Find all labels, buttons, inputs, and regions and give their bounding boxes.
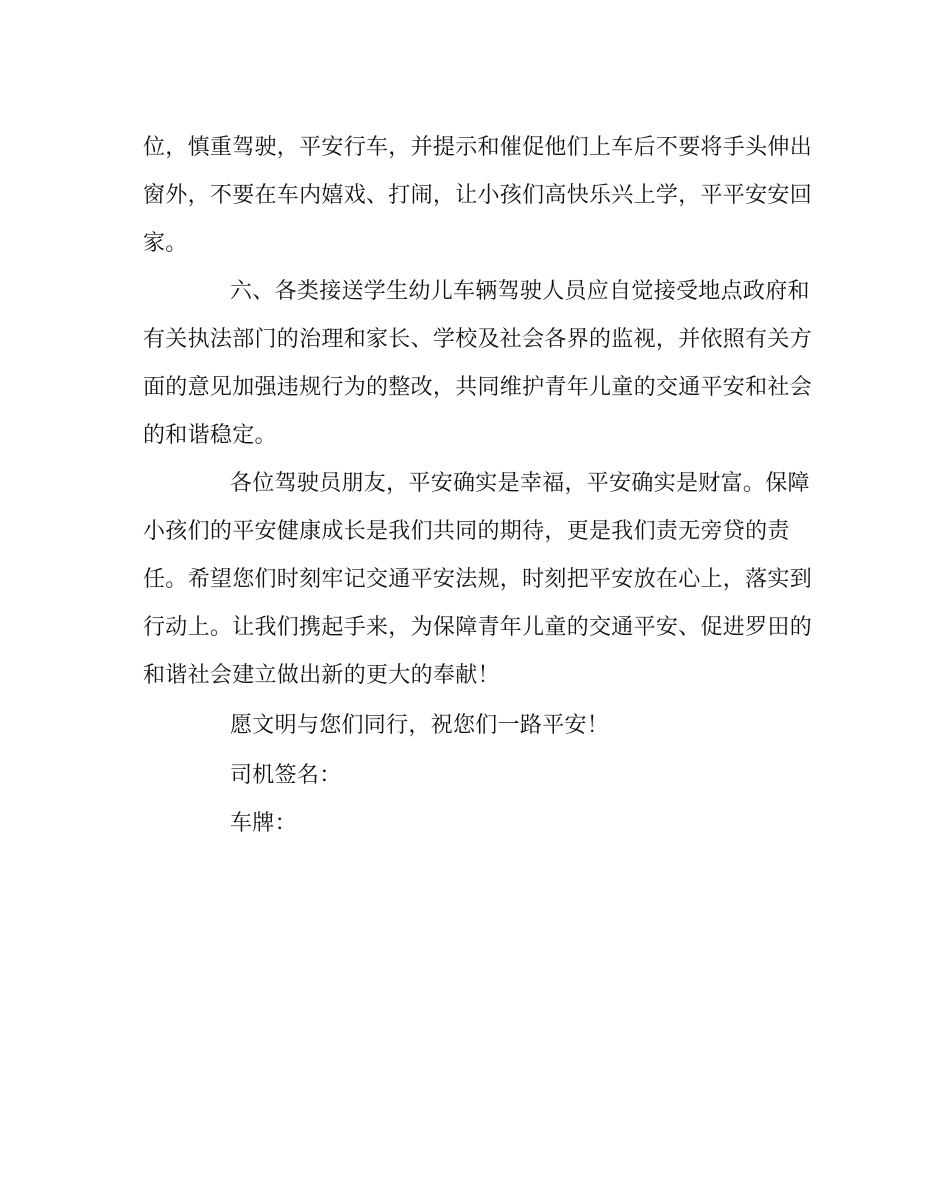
text-line: 面的意见加强违规行为的整改，共同维护青年儿童的交通平安和社会 bbox=[143, 375, 813, 400]
closing-paragraph-start: 各位驾驶员朋友，平安确实是幸福，平安确实是财富。保障 bbox=[230, 471, 810, 496]
text-line: 行动上。让我们携起手来，为保障青年儿童的交通平安、促进罗田的 bbox=[143, 615, 813, 640]
text-line: 和谐社会建立做出新的更大的奉献！ bbox=[143, 663, 500, 688]
text-line: 的和谐稳定。 bbox=[143, 423, 277, 448]
driver-signature-label: 司机签名： bbox=[230, 763, 342, 788]
text-line: 窗外，不要在车内嬉戏、打闹，让小孩们高快乐兴上学，平平安安回 bbox=[143, 183, 813, 208]
text-line: 有关执法部门的治理和家长、学校及社会各界的监视，并依照有关方 bbox=[143, 327, 813, 352]
paragraph-six-start: 六、各类接送学生幼儿车辆驾驶人员应自觉接受地点政府和 bbox=[230, 279, 810, 304]
license-plate-label: 车牌： bbox=[230, 811, 297, 836]
text-line: 家。 bbox=[143, 231, 188, 256]
text-line: 位，慎重驾驶，平安行车，并提示和催促他们上车后不要将手头伸出 bbox=[143, 135, 813, 160]
text-line: 任。希望您们时刻牢记交通平安法规，时刻把平安放在心上，落实到 bbox=[143, 567, 813, 592]
text-line: 小孩们的平安健康成长是我们共同的期待，更是我们责无旁贷的责 bbox=[143, 519, 790, 544]
blessing-line: 愿文明与您们同行，祝您们一路平安！ bbox=[230, 713, 610, 738]
